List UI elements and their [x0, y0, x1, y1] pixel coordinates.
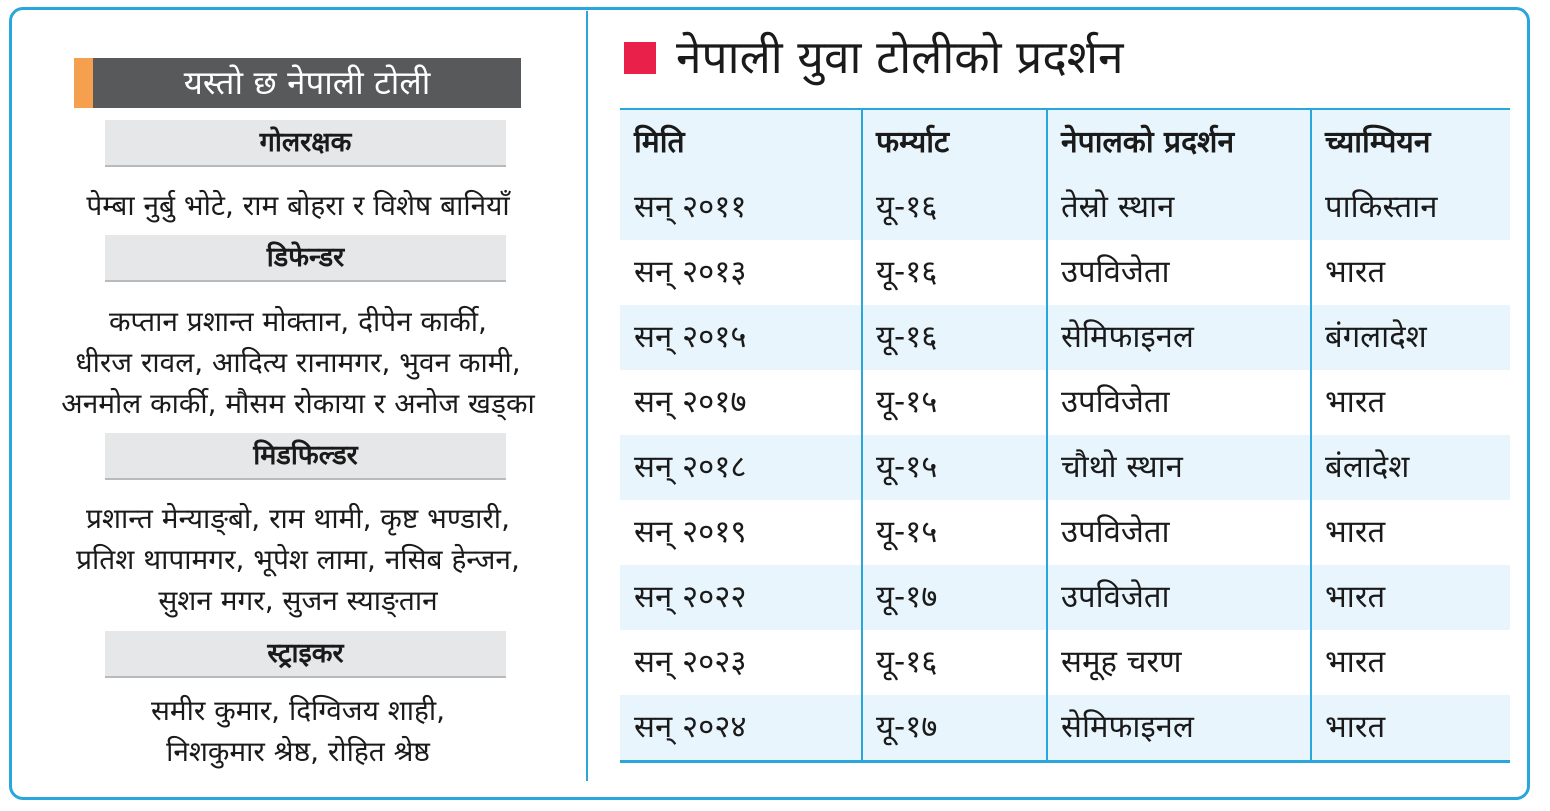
table-cell: सेमिफाइनल	[1061, 319, 1194, 355]
table-cell: सन् २०१५	[634, 319, 747, 355]
names-line: प्रशान्त मेन्याङ्बो, राम थामी, कृष्ट भण्डारी,	[86, 502, 510, 535]
table-cell: समूह चरण	[1061, 644, 1182, 680]
table-cell: भारत	[1325, 514, 1386, 550]
table-cell: सन् २०१३	[634, 254, 747, 290]
table-row	[620, 695, 1510, 760]
table-cell: उपविजेता	[1061, 254, 1170, 290]
table-cell: सन् २०२३	[634, 644, 747, 680]
table-cell: यू-१६	[876, 254, 938, 290]
square-bullet-icon	[624, 42, 656, 74]
team-title: यस्तो छ नेपाली टोली	[183, 63, 431, 102]
table-cell: सन् २०१८	[634, 449, 747, 485]
table-bottom-rule	[620, 760, 1510, 763]
names-line: कप्तान प्रशान्त मोक्तान, दीपेन कार्की,	[109, 305, 487, 338]
table-cell: भारत	[1325, 579, 1386, 615]
column-divider	[1046, 110, 1048, 760]
striker-names	[12, 690, 584, 772]
defender-heading: डिफेन्डर	[105, 235, 506, 282]
team-roster-panel	[12, 10, 584, 800]
midfielder-heading: मिडफिल्डर	[105, 433, 506, 480]
table-cell: सन् २०१९	[634, 514, 747, 550]
names-line: पेम्बा नुर्बु भोटे, राम बोहरा र विशेष बानियाँ	[86, 189, 510, 222]
table-cell: यू-१७	[876, 579, 938, 615]
table-cell: यू-१६	[876, 189, 938, 225]
column-divider	[1310, 110, 1312, 760]
column-divider	[861, 110, 863, 760]
table-cell: यू-१६	[876, 319, 938, 355]
goalkeeper-names	[12, 185, 584, 226]
table-cell: पाकिस्तान	[1325, 189, 1438, 225]
table-row	[620, 435, 1510, 500]
defender-names	[12, 301, 584, 424]
table-cell: यू-१५	[876, 384, 938, 420]
table-cell: यू-१५	[876, 514, 938, 550]
striker-heading: स्ट्राइकर	[105, 631, 506, 678]
table-cell: सन् २०२२	[634, 579, 747, 615]
table-cell: सन् २०११	[634, 189, 747, 225]
names-line: निशकुमार श्रेष्ठ, रोहित श्रेष्ठ	[166, 735, 430, 768]
table-cell: भारत	[1325, 709, 1386, 745]
table-cell: भारत	[1325, 254, 1386, 290]
performance-title: नेपाली युवा टोलीको प्रदर्शन	[676, 30, 1124, 84]
table-cell: सेमिफाइनल	[1061, 709, 1194, 745]
table-row	[620, 500, 1510, 565]
column-header: नेपालको प्रदर्शन	[1061, 125, 1235, 160]
table-row	[620, 240, 1510, 305]
table-cell: यू-१७	[876, 709, 938, 745]
midfielder-names	[12, 498, 584, 621]
table-row	[620, 630, 1510, 695]
names-line: समीर कुमार, दिग्विजय शाही,	[150, 694, 446, 727]
table-header-row	[620, 110, 1510, 175]
table-row	[620, 565, 1510, 630]
names-line: धीरज रावल, आदित्य रानामगर, भुवन कामी,	[75, 346, 521, 379]
panel-divider	[586, 11, 588, 781]
column-header: च्याम्पियन	[1325, 125, 1431, 160]
table-cell: यू-१६	[876, 644, 938, 680]
table-cell: चौथो स्थान	[1061, 449, 1183, 485]
table-cell: भारत	[1325, 384, 1386, 420]
team-title-bar	[74, 58, 521, 108]
table-cell: उपविजेता	[1061, 579, 1170, 615]
goalkeeper-heading: गोलरक्षक	[105, 120, 506, 167]
names-line: सुशन मगर, सुजन स्याङ्तान	[158, 584, 438, 617]
table-cell: तेस्रो स्थान	[1061, 189, 1175, 225]
table-cell: उपविजेता	[1061, 514, 1170, 550]
table-row	[620, 305, 1510, 370]
names-line: प्रतिश थापामगर, भूपेश लामा, नसिब हेन्जन,	[76, 543, 520, 576]
table-row	[620, 370, 1510, 435]
column-header: मिति	[634, 125, 685, 160]
table-cell: उपविजेता	[1061, 384, 1170, 420]
column-header: फर्म्याट	[876, 125, 950, 160]
table-cell: सन् २०१७	[634, 384, 747, 420]
table-cell: यू-१५	[876, 449, 938, 485]
title-accent-bar	[74, 58, 93, 108]
table-cell: भारत	[1325, 644, 1386, 680]
names-line: अनमोल कार्की, मौसम रोकाया र अनोज खड्का	[61, 387, 535, 420]
table-row	[620, 175, 1510, 240]
table-cell: सन् २०२४	[634, 709, 747, 745]
table-cell: बंगलादेश	[1325, 319, 1427, 355]
table-cell: बंलादेश	[1325, 449, 1410, 485]
